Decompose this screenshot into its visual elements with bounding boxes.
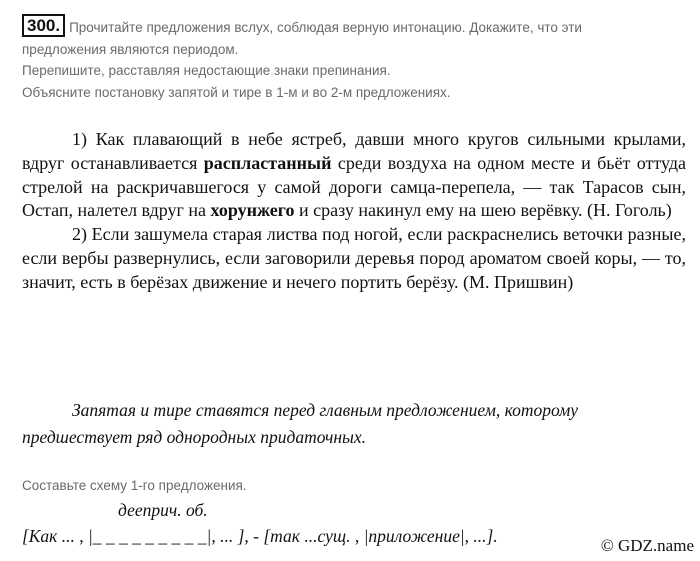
task-line-1 — [22, 14, 694, 39]
sentence-1 — [22, 128, 686, 223]
task-text-1: Прочитайте предложения вслух, соблюдая верную интонацию. Докажите, что эти — [69, 20, 582, 35]
bold-word-1: распластанный — [203, 152, 332, 173]
task-text-3: Перепишите, расставляя недостающие знаки препинания. — [22, 63, 391, 78]
sentence-scheme: [Как ... , |_ _ _ _ _ _ _ _ _|, ... ], - [так ...сущ. , |приложение|, ...]. — [22, 526, 498, 546]
watermark: © GDZ.name — [600, 536, 694, 555]
task-instructions — [22, 14, 694, 103]
task-text-4: Объясните постановку запятой и тире в 1-м и во 2-м предложениях. — [22, 84, 451, 100]
bold-word-2: хорунжего — [210, 200, 295, 221]
sentence-1-part-1: 1) Как плавающий в небе ястреб, давши много кругов сильными крылами, вдруг останавливается — [22, 129, 686, 173]
scheme-note: дееприч. об. — [118, 500, 208, 520]
sentence-2: 2) Если зашумела старая листва под ногой, если раскраснелись веточки разные, если вербы развернулись, если заговорили деревья пород ароматом своей коры, — то, значит, есть в берёзах движение и нечего портить берёзу. (М. Пришвин) — [22, 224, 686, 292]
exercise-text — [22, 128, 686, 295]
exercise-number: 300. — [22, 14, 65, 37]
punctuation-rule — [22, 397, 662, 451]
sentence-1-part-2: среди воздуха на одном месте и бьёт оттуда стрелой на раскричавшегося у самой дороги самца-перепела, — так Тарасов сын, Остап, налетел вдруг на — [22, 152, 686, 221]
sentence-1-part-3: и сразу накинул ему на шею верёвку. (Н. Гоголь) — [294, 200, 672, 221]
scheme-task: Составьте схему 1-го предложения. — [22, 478, 247, 493]
task-text-2: предложения являются периодом. — [22, 41, 239, 57]
rule-text: Запятая и тире ставятся перед главным предложением, которому предшествует ряд однородных придаточных. — [22, 400, 579, 447]
